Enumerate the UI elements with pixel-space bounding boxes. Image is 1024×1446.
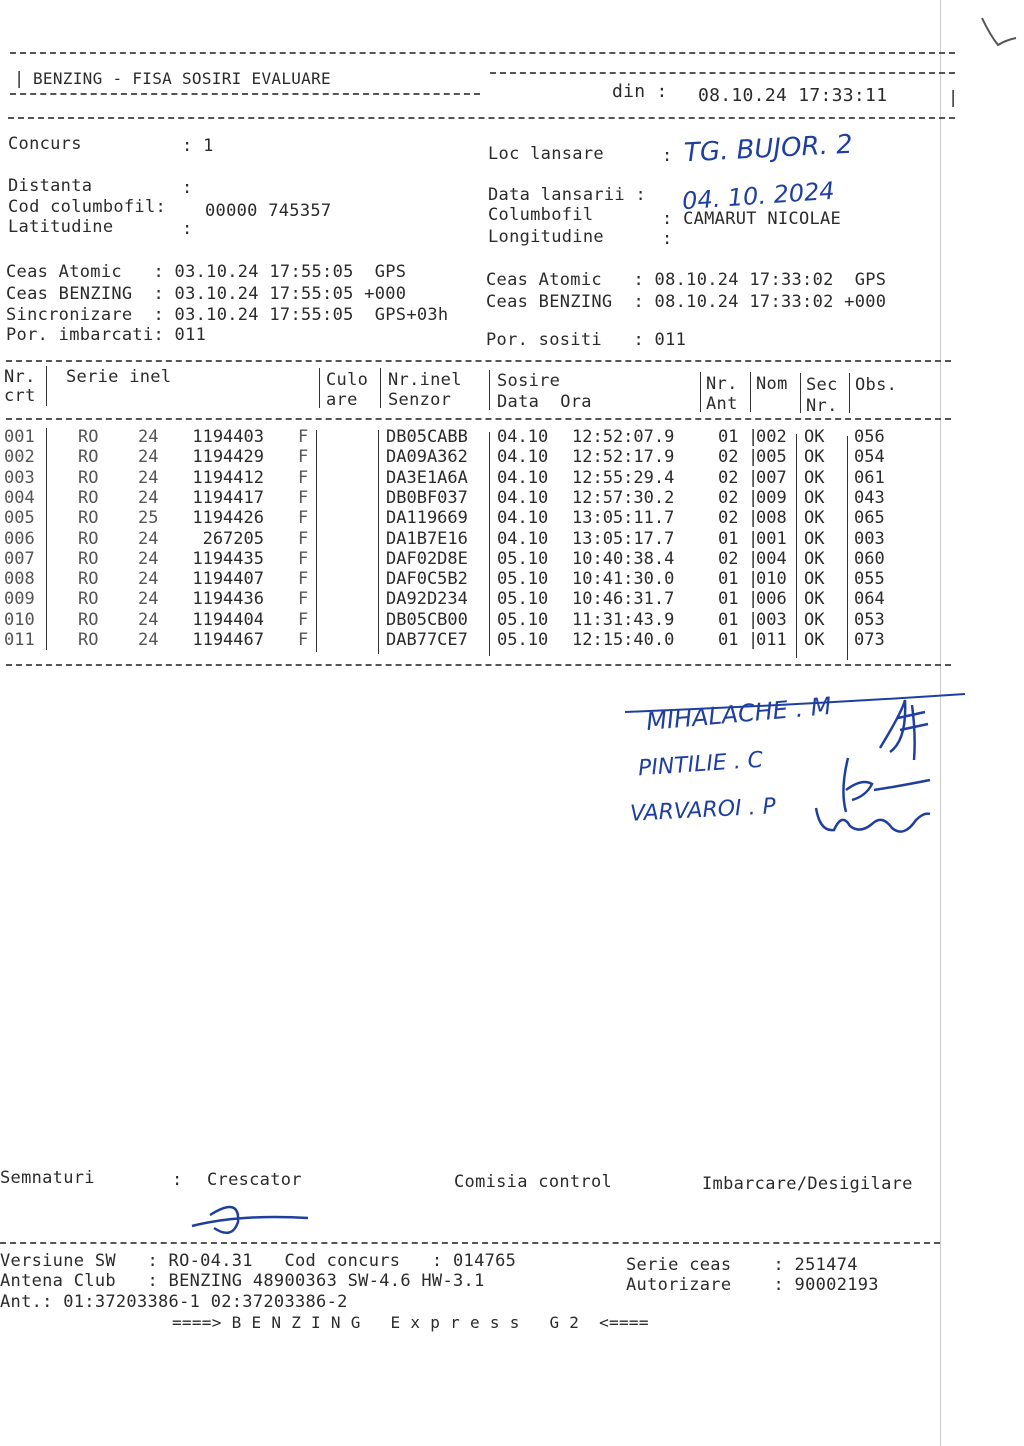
row-sensor: DA119669 xyxy=(386,508,468,529)
handwritten-name-1: MIHALACHE . M xyxy=(645,691,833,737)
row-country: RO xyxy=(78,487,99,508)
row-year: 24 xyxy=(138,609,159,630)
cod-columbofil-label: Cod columbofil: xyxy=(8,197,167,217)
row-country: RO xyxy=(78,528,99,549)
row-year: 24 xyxy=(138,548,159,569)
row-obs: 055 xyxy=(854,569,885,590)
row-ring: 1194467 xyxy=(192,630,264,650)
row-year: 24 xyxy=(138,569,159,590)
row-ring: 1194426 xyxy=(192,508,264,529)
row-ring: 1194407 xyxy=(192,569,264,590)
row-sex: F xyxy=(298,528,309,549)
signature-2 xyxy=(843,758,930,812)
row-time: 10:46:31.7 xyxy=(572,589,675,610)
row-country: RO xyxy=(78,427,99,447)
row-antenna: 01 xyxy=(718,589,739,610)
row-sensor: DAB77CE7 xyxy=(386,630,468,650)
signature-crescator-label: Crescator xyxy=(207,1170,302,1190)
row-antenna: 01 xyxy=(718,630,739,650)
row-obs: 056 xyxy=(854,427,885,447)
row-date: 05.10 xyxy=(497,569,549,590)
por-imbarcati: Por. imbarcati: 011 xyxy=(6,325,207,345)
row-antenna: 01 xyxy=(718,427,739,447)
row-nr: 010 xyxy=(4,609,35,630)
col-sep: | xyxy=(748,447,759,468)
row-nom: 009 xyxy=(756,487,787,508)
col-header-nr-ant-2: Ant xyxy=(706,394,738,414)
distanta-colon: : xyxy=(182,178,193,198)
header-right-bar: | xyxy=(948,88,959,108)
row-nr: 007 xyxy=(4,548,35,569)
row-obs: 053 xyxy=(854,609,885,630)
signature-3 xyxy=(816,808,930,832)
row-sec: OK xyxy=(804,427,825,447)
latitudine-label: Latitudine xyxy=(8,217,114,237)
row-sex: F xyxy=(298,569,309,590)
row-date: 05.10 xyxy=(497,609,549,630)
row-sensor: DB0BF037 xyxy=(386,487,468,508)
signature-1 xyxy=(880,700,928,760)
row-nom: 001 xyxy=(756,528,787,549)
document-title: BENZING - FISA SOSIRI EVALUARE xyxy=(33,69,331,88)
row-time: 12:52:07.9 xyxy=(572,427,675,447)
longitudine-label: Longitudine xyxy=(488,227,604,247)
row-country: RO xyxy=(78,447,99,468)
row-year: 24 xyxy=(138,447,159,468)
col-sep: | xyxy=(748,508,759,529)
row-nr: 011 xyxy=(4,630,35,650)
row-ring: 1194412 xyxy=(192,467,264,488)
row-date: 04.10 xyxy=(497,508,549,529)
col-header-crt: crt xyxy=(4,386,36,406)
row-obs: 064 xyxy=(854,589,885,610)
col-sep: | xyxy=(748,589,759,610)
handwritten-release-location: TG. BUJOR. 2 xyxy=(683,129,854,169)
col-header-sec-nr: Nr. xyxy=(806,396,838,416)
row-sex: F xyxy=(298,548,309,569)
row-nr: 002 xyxy=(4,447,35,468)
row-sensor: DAF02D8E xyxy=(386,548,468,569)
row-sensor: DA92D234 xyxy=(386,589,468,610)
row-sec: OK xyxy=(804,487,825,508)
concurs-label: Concurs xyxy=(8,134,82,154)
footer-sw-version: Versiune SW : RO-04.31 Cod concurs : 014765 xyxy=(0,1251,517,1271)
row-antenna: 02 xyxy=(718,487,739,508)
concurs-value: : 1 xyxy=(182,136,214,156)
row-sec: OK xyxy=(804,548,825,569)
row-sensor: DA3E1A6A xyxy=(386,467,468,488)
row-date: 04.10 xyxy=(497,487,549,508)
row-date: 04.10 xyxy=(497,528,549,549)
row-year: 24 xyxy=(138,487,159,508)
row-obs: 003 xyxy=(854,528,885,549)
row-antenna: 01 xyxy=(718,528,739,549)
col-header-nr: Nr. xyxy=(4,367,36,387)
row-sex: F xyxy=(298,630,309,650)
row-nom: 008 xyxy=(756,508,787,529)
row-obs: 065 xyxy=(854,508,885,529)
row-ring: 267205 xyxy=(202,528,264,549)
row-country: RO xyxy=(78,508,99,529)
row-date: 05.10 xyxy=(497,589,549,610)
row-sec: OK xyxy=(804,609,825,630)
signatures-colon: : xyxy=(172,1170,183,1190)
handwritten-name-3: VARVAROI . P xyxy=(629,794,777,827)
loc-lansare-label: Loc lansare xyxy=(488,144,604,164)
issue-date-value: 08.10.24 17:33:11 xyxy=(698,85,888,106)
row-nom: 005 xyxy=(756,447,787,468)
row-date: 04.10 xyxy=(497,467,549,488)
row-sensor: DAF0C5B2 xyxy=(386,569,468,590)
row-obs: 073 xyxy=(854,630,885,650)
issue-date-label: din : xyxy=(612,81,668,102)
row-ring: 1194435 xyxy=(192,548,264,569)
row-time: 12:57:30.2 xyxy=(572,487,675,508)
ceas-benzing-left: Ceas BENZING : 03.10.24 17:55:05 +000 xyxy=(6,284,407,304)
handwritten-name-2: PINTILIE . C xyxy=(637,747,764,782)
row-obs: 060 xyxy=(854,548,885,569)
row-sensor: DA1B7E16 xyxy=(386,528,468,549)
footer-antennas: Ant.: 01:37203386-1 02:37203386-2 xyxy=(0,1292,348,1312)
corner-tick-mark xyxy=(982,18,1016,45)
col-sep: | xyxy=(748,467,759,488)
footer-authorization: Autorizare : 90002193 xyxy=(626,1275,879,1295)
row-obs: 054 xyxy=(854,447,885,468)
row-obs: 043 xyxy=(854,487,885,508)
footer-divider xyxy=(0,1242,940,1244)
row-ring: 1194404 xyxy=(192,609,264,630)
row-antenna: 02 xyxy=(718,508,739,529)
row-country: RO xyxy=(78,548,99,569)
row-antenna: 02 xyxy=(718,548,739,569)
col-sep: | xyxy=(748,528,759,549)
row-sec: OK xyxy=(804,467,825,488)
data-lansarii-label: Data lansarii : xyxy=(488,185,647,205)
row-country: RO xyxy=(78,569,99,590)
row-date: 04.10 xyxy=(497,447,549,468)
col-sep: | xyxy=(748,569,759,590)
footer-antenna-club: Antena Club : BENZING 48900363 SW-4.6 HW-3.1 xyxy=(0,1271,485,1291)
latitudine-colon: : xyxy=(182,219,193,239)
row-country: RO xyxy=(78,467,99,488)
col-sep: | xyxy=(748,427,759,447)
col-header-are: are xyxy=(326,390,358,410)
col-header-senzor: Senzor xyxy=(388,390,452,410)
row-time: 11:31:43.9 xyxy=(572,609,675,630)
row-time: 12:55:29.4 xyxy=(572,467,675,488)
row-sec: OK xyxy=(804,630,825,650)
row-sec: OK xyxy=(804,589,825,610)
handwritten-release-date: 04. 10. 2024 xyxy=(681,176,836,216)
col-header-nr-ant-1: Nr. xyxy=(706,374,738,394)
col-header-nom: Nom xyxy=(756,374,788,394)
row-sec: OK xyxy=(804,569,825,590)
row-ring: 1194429 xyxy=(192,447,264,468)
row-year: 24 xyxy=(138,427,159,447)
col-header-data-ora: Data Ora xyxy=(497,392,592,412)
row-obs: 061 xyxy=(854,467,885,488)
row-nr: 004 xyxy=(4,487,35,508)
ceas-atomic-left: Ceas Atomic : 03.10.24 17:55:05 GPS xyxy=(6,262,407,282)
col-header-culo: Culo xyxy=(326,370,369,390)
row-nr: 006 xyxy=(4,528,35,549)
sincronizare-left: Sincronizare : 03.10.24 17:55:05 GPS+03h xyxy=(6,305,449,325)
columbofil-value: : CAMARUT NICOLAE xyxy=(662,209,842,229)
por-sositi: Por. sositi : 011 xyxy=(486,330,687,350)
row-time: 13:05:17.7 xyxy=(572,528,675,549)
col-header-nr-inel: Nr.inel xyxy=(388,370,462,390)
row-sec: OK xyxy=(804,528,825,549)
footer-brand-banner: ====> B E N Z I N G E x p r e s s G 2 <==== xyxy=(172,1313,649,1332)
signature-comisia-label: Comisia control xyxy=(454,1172,613,1192)
row-nom: 011 xyxy=(756,630,787,650)
row-year: 24 xyxy=(138,589,159,610)
row-time: 12:52:17.9 xyxy=(572,447,675,468)
row-sex: F xyxy=(298,589,309,610)
row-sex: F xyxy=(298,427,309,447)
row-sec: OK xyxy=(804,508,825,529)
row-sex: F xyxy=(298,609,309,630)
row-ring: 1194436 xyxy=(192,589,264,610)
loc-lansare-colon: : xyxy=(662,146,673,166)
row-time: 10:41:30.0 xyxy=(572,569,675,590)
distanta-label: Distanta xyxy=(8,176,93,196)
ceas-benzing-right: Ceas BENZING : 08.10.24 17:33:02 +000 xyxy=(486,292,887,312)
row-date: 04.10 xyxy=(497,427,549,447)
row-nr: 008 xyxy=(4,569,35,590)
signatures-label: Semnaturi xyxy=(0,1168,95,1188)
col-header-sosire: Sosire xyxy=(497,371,561,391)
row-nom: 006 xyxy=(756,589,787,610)
row-time: 12:15:40.0 xyxy=(572,630,675,650)
row-sex: F xyxy=(298,508,309,529)
header-left-bar: | xyxy=(14,69,25,89)
row-nr: 005 xyxy=(4,508,35,529)
signature-imbarcare-label: Imbarcare/Desigilare xyxy=(702,1174,913,1194)
row-ring: 1194403 xyxy=(192,427,264,447)
row-country: RO xyxy=(78,630,99,650)
row-year: 24 xyxy=(138,528,159,549)
row-year: 24 xyxy=(138,630,159,650)
row-sensor: DB05CABB xyxy=(386,427,468,447)
row-nom: 002 xyxy=(756,427,787,447)
row-nr: 009 xyxy=(4,589,35,610)
row-sex: F xyxy=(298,467,309,488)
row-antenna: 01 xyxy=(718,609,739,630)
row-time: 10:40:38.4 xyxy=(572,548,675,569)
cod-columbofil-value: 00000 745357 xyxy=(205,201,332,221)
col-header-serie-inel: Serie inel xyxy=(66,367,172,387)
row-antenna: 02 xyxy=(718,467,739,488)
row-time: 13:05:11.7 xyxy=(572,508,675,529)
row-country: RO xyxy=(78,589,99,610)
columbofil-label: Columbofil xyxy=(488,205,594,225)
row-sex: F xyxy=(298,447,309,468)
col-header-sec: Sec xyxy=(806,375,838,395)
col-sep: | xyxy=(748,609,759,630)
row-nom: 007 xyxy=(756,467,787,488)
ceas-atomic-right: Ceas Atomic : 08.10.24 17:33:02 GPS xyxy=(486,270,887,290)
row-date: 05.10 xyxy=(497,548,549,569)
longitudine-colon: : xyxy=(662,229,673,249)
crescator-signature xyxy=(192,1207,308,1233)
row-nom: 003 xyxy=(756,609,787,630)
row-ring: 1194417 xyxy=(192,487,264,508)
row-nom: 004 xyxy=(756,548,787,569)
footer-clock-serial: Serie ceas : 251474 xyxy=(626,1255,858,1275)
row-year: 24 xyxy=(138,467,159,488)
row-date: 05.10 xyxy=(497,630,549,650)
row-country: RO xyxy=(78,609,99,630)
row-nr: 001 xyxy=(4,427,35,447)
row-antenna: 02 xyxy=(718,447,739,468)
row-sec: OK xyxy=(804,447,825,468)
row-nom: 010 xyxy=(756,569,787,590)
row-year: 25 xyxy=(138,508,159,529)
row-sex: F xyxy=(298,487,309,508)
row-antenna: 01 xyxy=(718,569,739,590)
row-sensor: DA09A362 xyxy=(386,447,468,468)
col-sep: | xyxy=(748,487,759,508)
col-header-obs: Obs. xyxy=(855,375,898,395)
col-sep: | xyxy=(748,548,759,569)
col-sep: | xyxy=(748,630,759,650)
row-nr: 003 xyxy=(4,467,35,488)
row-sensor: DB05CB00 xyxy=(386,609,468,630)
